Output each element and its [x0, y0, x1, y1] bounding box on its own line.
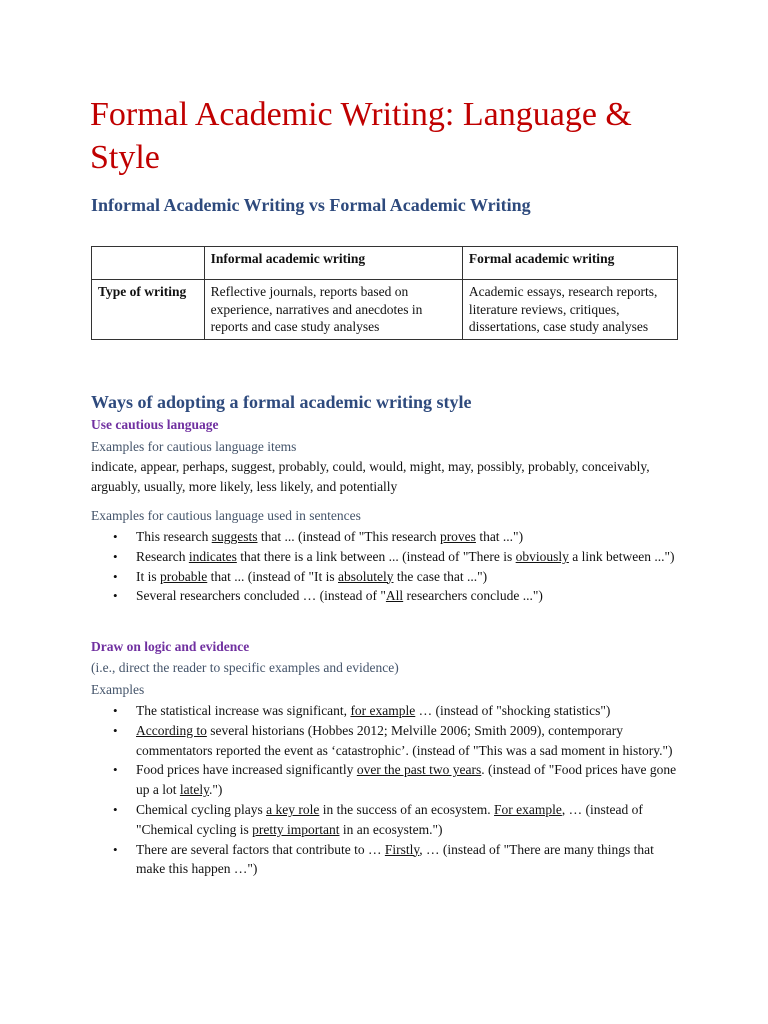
table-header-cell [92, 247, 205, 280]
cautious-items-label: Examples for cautious language items [91, 439, 297, 454]
table-header-informal: Informal academic writing [204, 247, 462, 280]
informal-cell: Reflective journals, reports based on experience, narratives and anecdotes in reports and case study analyses [204, 280, 462, 340]
logic-bullet-list [91, 701, 681, 879]
cautious-sentences-label: Examples for cautious language used in sentences [91, 508, 361, 523]
table-row [92, 280, 678, 340]
page-title: Formal Academic Writing: Language & Style [90, 96, 632, 176]
list-item: • Several researchers concluded … (instead of "All researchers conclude ...") [91, 586, 681, 606]
table-header-formal: Formal academic writing [462, 247, 677, 280]
list-item: • This research suggests that ... (instead of "This research proves that ...") [91, 527, 681, 547]
subheading-logic: Draw on logic and evidence [91, 639, 250, 654]
list-item: • Food prices have increased significantly over the past two years. (instead of "Food prices have gone up a lot lately.") [91, 760, 681, 800]
section-heading-ways: Ways of adopting a formal academic writing style [91, 392, 472, 412]
list-item: • Chemical cycling plays a key role in the success of an ecosystem. For example, … (instead of "Chemical cycling is pretty important in an ecosystem.") [91, 800, 681, 840]
logic-note: (i.e., direct the reader to specific examples and evidence) [91, 660, 399, 675]
formal-cell: Academic essays, research reports, literature reviews, critiques, dissertations, case study analyses [462, 280, 677, 340]
subheading-cautious: Use cautious language [91, 417, 219, 432]
list-item: • It is probable that ... (instead of "It is absolutely the case that ...") [91, 567, 681, 587]
row-label: Type of writing [92, 280, 205, 340]
logic-examples-label: Examples [91, 682, 145, 697]
list-item: • There are several factors that contribute to … Firstly, … (instead of "There are many things that make this happen …") [91, 840, 681, 880]
table-header-row [92, 247, 678, 280]
comparison-table [91, 246, 678, 340]
list-item: • The statistical increase was significant, for example … (instead of "shocking statistics") [91, 701, 681, 721]
cautious-bullet-list [91, 527, 681, 606]
cautious-items-text: indicate, appear, perhaps, suggest, probably, could, would, might, may, possibly, probably, conceivably, arguably, usually, more likely, less likely, and potentially [91, 459, 650, 494]
list-item: • According to several historians (Hobbes 2012; Melville 2006; Smith 2009), contemporary commentators reported the event as ‘catastrophic’. (instead of "This was a sad moment in history.") [91, 721, 681, 761]
list-item: • Research indicates that there is a link between ... (instead of "There is obviously a link between ...") [91, 547, 681, 567]
section-heading-comparison: Informal Academic Writing vs Formal Academic Writing [91, 195, 531, 215]
